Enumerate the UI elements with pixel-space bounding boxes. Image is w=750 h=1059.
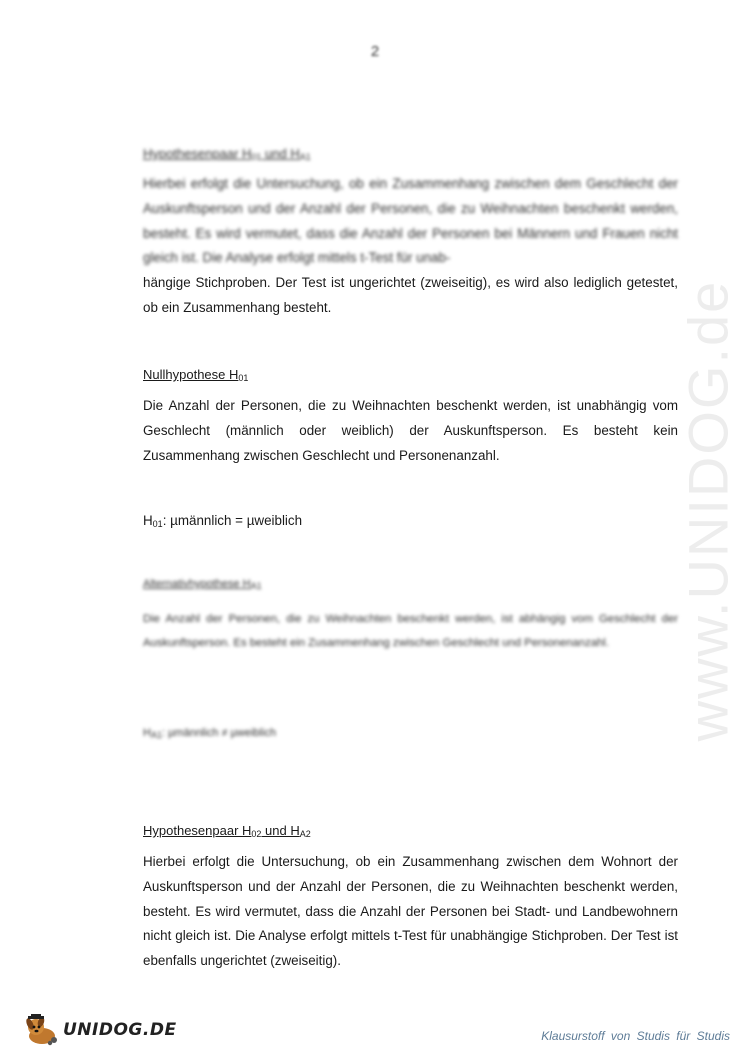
section2-heading: Hypothesenpaar $H_{02}$ und $H_{A2}$	[143, 823, 311, 839]
watermark	[628, 270, 750, 750]
alternative-hypothesis-formula: $H_{A1}$: µmännlich ≠ µweiblich	[143, 727, 277, 740]
null-hypothesis-paragraph: Die Anzahl der Personen, die zu Weihnachten beschenkt werden, ist unabhängig vom Geschlecht (männlich oder weiblich) der Auskunftsperson. Es besteht kein Zusammenhang zwischen Geschlecht und Personenanzahl.	[143, 398, 678, 463]
section1-paragraph-blurred: Hierbei erfolgt die Untersuchung, ob ein Zusammenhang zwischen dem Geschlecht der Auskunftsperson und der Anzahl der Personen, die zu Weihnachten beschenkt werden, besteht. Es wird vermutet, dass die Anzahl der Personen bei Männern und Frauen nicht gleich ist. Die Analyse erfolgt mittels t-Test für unab-	[143, 176, 678, 266]
dog-mascot-icon	[22, 1014, 62, 1046]
section1-heading: Hypothesenpaar $H_{01}$ und $H_{A1}$	[143, 146, 311, 162]
logo-text: UNIDOG.DE	[63, 1020, 177, 1040]
watermark-text: www.UNIDOG.de	[676, 279, 740, 741]
unidog-logo[interactable]	[22, 1014, 177, 1046]
alternative-hypothesis-paragraph: Die Anzahl der Personen, die zu Weihnachten beschenkt werden, ist abhängig vom Geschlecht der Auskunftsperson. Es besteht ein Zusammenhang zwischen Geschlecht und Personenanzahl.	[143, 613, 678, 649]
section1-paragraph-visible: hängige Stichproben. Der Test ist ungerichtet (zweiseitig), es wird also lediglich getestet, ob ein Zusammenhang besteht.	[143, 275, 678, 315]
null-hypothesis-heading: Nullhypothese $H_{01}$	[143, 367, 249, 383]
footer-tagline: Klausurstoff von Studis für Studis	[541, 1029, 730, 1043]
null-hypothesis-formula: $H_{01}$: µmännlich = µweiblich	[143, 513, 303, 529]
page-number: 2	[370, 43, 380, 60]
section2-paragraph: Hierbei erfolgt die Untersuchung, ob ein Zusammenhang zwischen dem Wohnort der Auskunftsperson und der Anzahl der Personen, die zu Weihnachten beschenkt werden, besteht. Es wird vermutet, dass die Anzahl der Personen bei Stadt- und Landbewohnern nicht gleich ist. Die Analyse erfolgt mittels t-Test für unabhängige Stichproben. Der Test ist ebenfalls ungerichtet (zweiseitig).	[143, 854, 678, 969]
alternative-hypothesis-heading: Alternativhypothese $H_{A1}$	[143, 578, 262, 591]
